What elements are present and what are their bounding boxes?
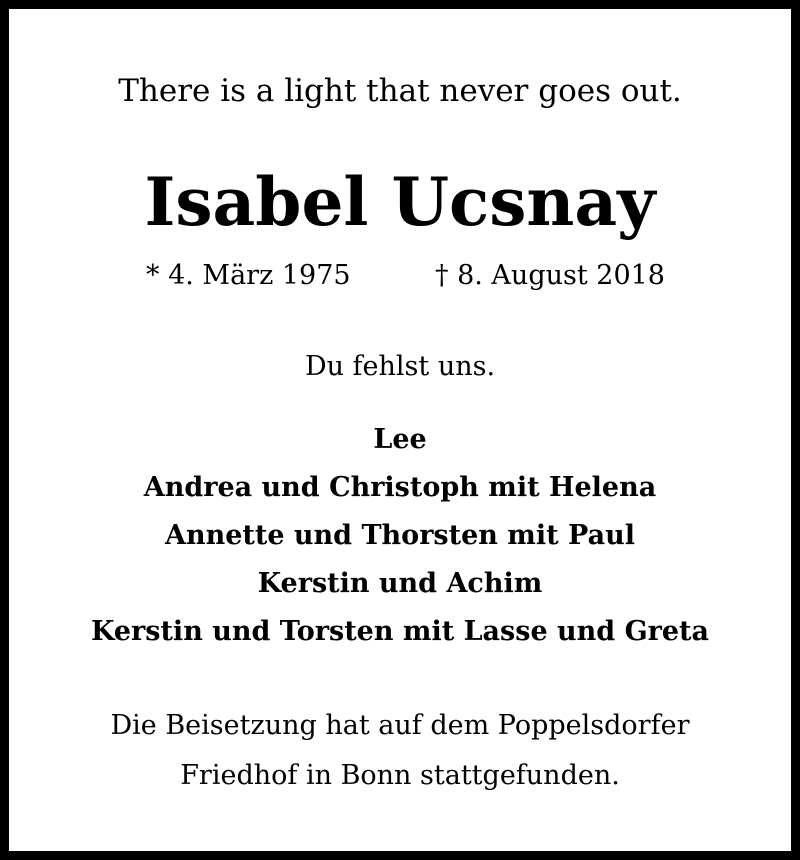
death-date: † 8. August 2018 <box>435 260 665 291</box>
mourner-name: Annette und Thorsten mit Paul <box>165 520 635 551</box>
mourner-name: Lee <box>373 424 427 455</box>
mourners-list <box>9 425 791 665</box>
burial-line: Die Beisetzung hat auf dem Poppelsdorfer <box>110 710 690 741</box>
life-dates <box>9 262 791 292</box>
mourner-name: Andrea und Christoph mit Helena <box>143 472 657 503</box>
motto-quote: There is a light that never goes out. <box>118 73 682 109</box>
deceased-name: Isabel Ucsnay <box>144 163 656 241</box>
mourner-name: Kerstin und Torsten mit Lasse und Greta <box>90 616 709 647</box>
birth-date: * 4. März 1975 <box>146 260 351 291</box>
burial-note <box>9 711 791 811</box>
miss-you-line: Du fehlst uns. <box>304 351 496 382</box>
burial-line: Friedhof in Bonn stattgefunden. <box>180 760 620 791</box>
mourner-name: Kerstin und Achim <box>257 568 543 599</box>
